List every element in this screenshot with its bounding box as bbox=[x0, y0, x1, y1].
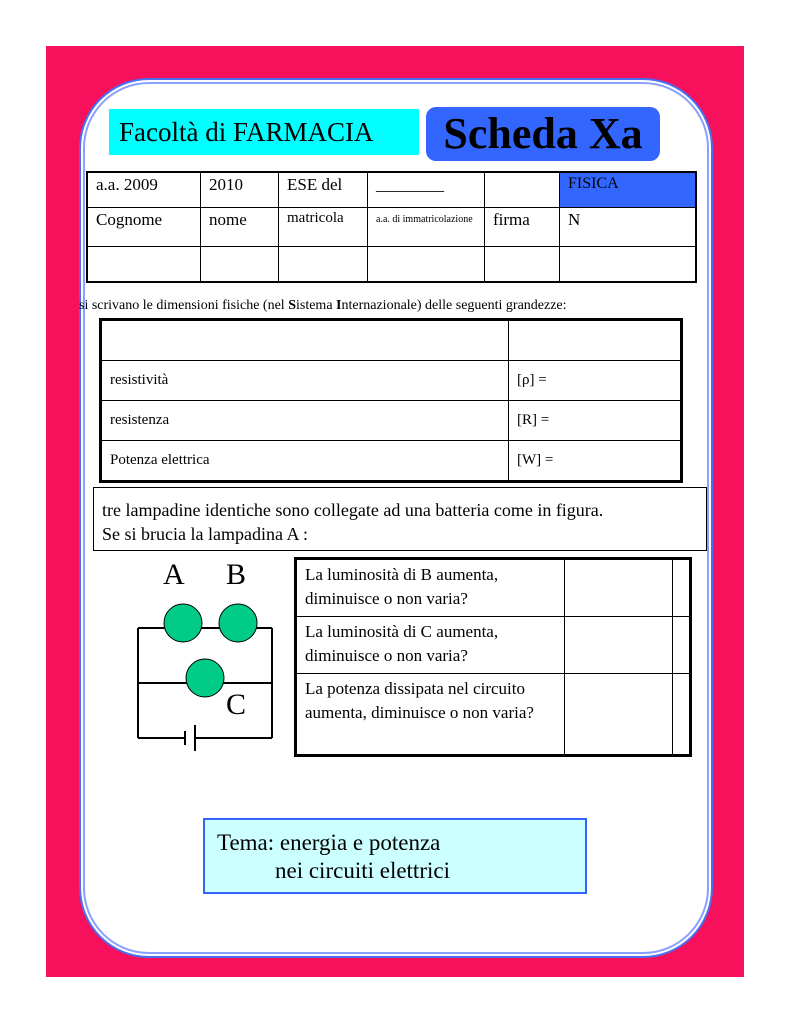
answer-b-field[interactable] bbox=[565, 559, 673, 617]
extra-cell bbox=[673, 559, 691, 617]
bulb-b-icon bbox=[219, 604, 257, 642]
table-row bbox=[87, 172, 696, 208]
question-b: La luminosità di B aumenta, diminuisce o non varia? bbox=[296, 559, 565, 617]
quantity-name: Potenza elettrica bbox=[101, 441, 509, 482]
table-row bbox=[101, 361, 682, 401]
question-power: La potenza dissipata nel circuito aumenta, diminuisce o non varia? bbox=[296, 674, 565, 756]
header-blank-cell bbox=[509, 320, 682, 361]
problem-line-1: tre lampadine identiche sono collegate ad una batteria come in figura. bbox=[102, 500, 604, 520]
ese-blank-cell: ________ bbox=[368, 172, 485, 208]
enrollment-year-label: a.a. di immatricolazione bbox=[368, 208, 485, 247]
signature-label: firma bbox=[485, 208, 560, 247]
question-c: La luminosità di C aumenta, diminuisce o non varia? bbox=[296, 617, 565, 674]
topic-line-2: nei circuiti elettrici bbox=[275, 858, 450, 883]
quantities-table bbox=[99, 318, 683, 483]
surname-label: Cognome bbox=[87, 208, 201, 247]
circuit-diagram bbox=[130, 595, 280, 755]
table-row bbox=[87, 247, 696, 283]
table-row bbox=[101, 401, 682, 441]
subject-cell: FISICA bbox=[560, 172, 697, 208]
quantity-name: resistenza bbox=[101, 401, 509, 441]
quantity-name: resistività bbox=[101, 361, 509, 401]
problem-statement bbox=[93, 487, 707, 551]
bulb-a-icon bbox=[164, 604, 202, 642]
topic-box bbox=[203, 818, 587, 894]
table-row bbox=[101, 320, 682, 361]
student-info-table bbox=[86, 171, 697, 283]
enrollment-year-field[interactable] bbox=[368, 247, 485, 283]
empty-cell bbox=[485, 172, 560, 208]
faculty-title: Facoltà di FARMACIA bbox=[109, 109, 419, 155]
table-row bbox=[296, 617, 691, 674]
number-field[interactable] bbox=[560, 247, 697, 283]
answer-c-field[interactable] bbox=[565, 617, 673, 674]
name-field[interactable] bbox=[201, 247, 279, 283]
ese-cell: ESE del bbox=[279, 172, 368, 208]
matricola-label: matricola bbox=[279, 208, 368, 247]
quantity-answer[interactable]: [R] = bbox=[509, 401, 682, 441]
year-cell: a.a. 2009 bbox=[87, 172, 201, 208]
matricola-field[interactable] bbox=[279, 247, 368, 283]
instruction-text: si scrivano le dimensioni fisiche (nel Sistema Internazionale) delle seguenti grandezze: bbox=[79, 298, 567, 313]
label-c: C bbox=[226, 688, 247, 721]
year-end-cell: 2010 bbox=[201, 172, 279, 208]
extra-cell bbox=[673, 617, 691, 674]
header-blank-cell bbox=[101, 320, 509, 361]
questions-table bbox=[294, 557, 692, 757]
surname-field[interactable] bbox=[87, 247, 201, 283]
table-row bbox=[101, 441, 682, 482]
number-label: N bbox=[560, 208, 697, 247]
name-label: nome bbox=[201, 208, 279, 247]
sheet-title: Scheda Xa bbox=[426, 107, 660, 161]
answer-power-field[interactable] bbox=[565, 674, 673, 756]
extra-cell bbox=[673, 674, 691, 756]
table-row bbox=[296, 559, 691, 617]
label-a: A bbox=[163, 558, 185, 591]
quantity-answer[interactable]: [W] = bbox=[509, 441, 682, 482]
label-b: B bbox=[226, 558, 247, 591]
signature-field[interactable] bbox=[485, 247, 560, 283]
topic-line-1: Tema: energia e potenza bbox=[217, 830, 441, 855]
table-row bbox=[296, 674, 691, 756]
bulb-c-icon bbox=[186, 659, 224, 697]
table-row bbox=[87, 208, 696, 247]
quantity-answer[interactable]: [ρ] = bbox=[509, 361, 682, 401]
problem-line-2: Se si brucia la lampadina A : bbox=[102, 524, 308, 544]
